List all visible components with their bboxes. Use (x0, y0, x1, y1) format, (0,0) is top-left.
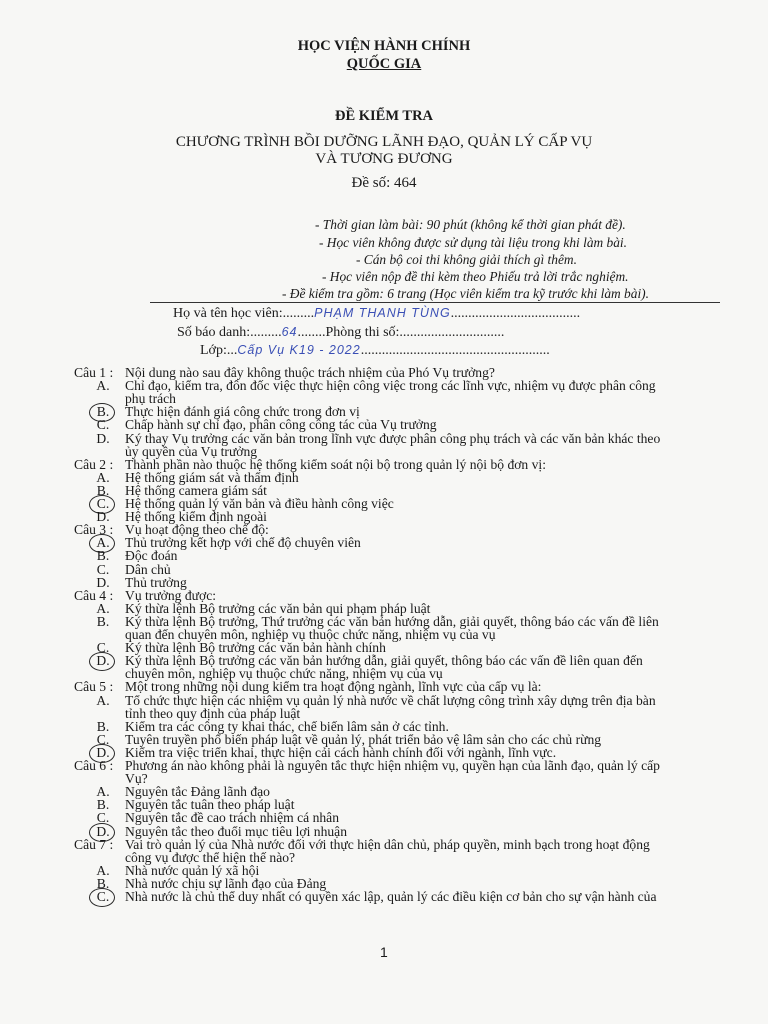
question-text: Một trong những nội dung kiểm tra hoạt động ngành, lĩnh vực của cấp vụ là: (125, 679, 542, 695)
student-name-row: Họ và tên học viên:.........PHẠM THANH TÙNG..................................... (173, 306, 581, 321)
option-letter: D. (96, 823, 110, 839)
question-number: Câu 4 : (74, 587, 114, 603)
option-text: Ký thừa lệnh Bộ trưởng các văn bản hướng dẫn, giải quyết, thông báo các vấn đề liên quan đến (125, 653, 643, 669)
option-text: Nguyên tắc Đảng lãnh đạo (125, 784, 270, 800)
question-text: Vụ hoạt động theo chế độ: (125, 522, 269, 538)
option-letter: B. (96, 548, 110, 564)
option-text: quan đến chuyên môn, nghiệp vụ thuộc chức năng, nhiệm vụ của vụ (125, 627, 496, 642)
option-letter: C. (96, 640, 110, 656)
question-text: Phương án nào không phải là nguyên tắc thực hiện nhiệm vụ, quyền hạn của lãnh đạo, quản lý cấp (125, 758, 660, 773)
room-label: Phòng thi số: (325, 325, 400, 340)
question-text: Vai trò quản lý của Nhà nước đối với thực hiện dân chủ, pháp quyền, minh bạch trong hoạt động (125, 836, 650, 852)
option-letter: C. (96, 561, 110, 577)
question-number: Câu 2 : (74, 456, 114, 472)
instruction-5: - Đề kiểm tra gồm: 6 trang (Học viên kiểm tra kỹ trước khi làm bài). (282, 286, 649, 301)
question-text: Vụ trưởng được: (125, 587, 217, 603)
instruction-1: - Thời gian làm bài: 90 phút (không kể thời gian phát đề). (315, 217, 626, 232)
option-letter: A. (96, 600, 110, 616)
question-number: Câu 1 : (74, 365, 114, 380)
option-letter: C. (96, 731, 110, 747)
option-text: Kiểm tra các công ty khai thác, chế biến lâm sản ở các tỉnh. (125, 718, 449, 734)
option-text: Nguyên tắc đề cao trách nhiệm cá nhân (125, 810, 340, 826)
question-text: Nội dung nào sau đây không thuộc trách nhiệm của Phó Vụ trưởng? (125, 365, 495, 380)
option-letter: C. (96, 889, 110, 904)
option-letter: A. (96, 535, 110, 551)
question-number: Câu 7 : (74, 836, 114, 852)
option-letter: B. (96, 482, 110, 498)
institute-line-2-text: QUỐC GIA (346, 56, 422, 72)
option-text: Dân chủ (125, 561, 171, 577)
class-value: Cấp Vụ K19 - 2022 (237, 343, 361, 357)
option-letter: D. (96, 653, 110, 669)
option-text: ủy quyền của Vụ trưởng (125, 443, 258, 459)
option-text: Nhà nước là chủ thể duy nhất có quyền xác lập, quản lý các điều kiện cơ bản cho sự vận hành của (125, 889, 657, 904)
option-text: Nhà nước quản lý xã hội (125, 862, 260, 878)
option-text: Nguyên tắc theo đuổi mục tiêu lợi nhuận (125, 823, 347, 839)
option-text: Ký thừa lệnh Bộ trưởng các văn bản hành chính (125, 640, 386, 656)
option-text: Kiểm tra việc triển khai, thực hiện cải cách hành chính đối với ngành, lĩnh vực. (125, 744, 557, 760)
instruction-2: - Học viên không được sử dụng tài liệu trong khi làm bài. (319, 235, 627, 250)
option-text: chuyên môn, nghiệp vụ thuộc chức năng, nhiệm vụ của vụ (125, 666, 443, 682)
option-text: Tổ chức thực hiện các nhiệm vụ quản lý nhà nước về chất lượng công trình xây dựng trên địa bàn (125, 692, 656, 708)
option-text: Ký thay Vụ trưởng các văn bản trong lĩnh vực được phân công phụ trách và các văn bản khác theo (125, 430, 661, 446)
option-text: Hệ thống giám sát và thẩm định (125, 469, 299, 485)
option-letter: A. (96, 378, 110, 394)
question-number: Câu 3 : (74, 522, 114, 538)
option-letter: C. (96, 417, 110, 433)
option-letter: C. (96, 496, 110, 511)
divider-rule (150, 302, 720, 303)
student-name-value: PHẠM THANH TÙNG (314, 306, 451, 320)
instruction-4: - Học viên nộp đề thi kèm theo Phiếu trả lời trắc nghiệm. (322, 269, 629, 284)
option-letter: D. (96, 509, 110, 525)
option-letter: A. (96, 469, 110, 485)
option-letter: B. (96, 404, 110, 420)
instruction-3: - Cán bộ coi thi không giải thích gì thêm. (356, 252, 577, 267)
exam-code: Đề số: 464 (351, 175, 417, 191)
option-text: Nguyên tắc tuân theo pháp luật (125, 797, 295, 813)
option-text: Hệ thống kiểm định ngoài (125, 509, 267, 525)
option-text: Tuyên truyền phổ biến pháp luật về quản lý, phát triển bảo vệ lâm sản cho các chủ rừng (125, 731, 602, 747)
option-text: Nhà nước chịu sự lãnh đạo của Đảng (125, 875, 327, 891)
option-text: Hệ thống camera giám sát (125, 482, 267, 498)
option-letter: A. (96, 862, 110, 878)
option-letter: A. (96, 692, 110, 708)
doc-title: ĐỀ KIỂM TRA (334, 108, 434, 124)
option-text: Thủ trưởng kết hợp với chế độ chuyên viên (125, 535, 361, 551)
student-id-row: Số báo danh:.........64........Phòng thi số:.............................. (177, 325, 505, 340)
option-letter: B. (96, 613, 110, 629)
option-letter: A. (96, 784, 110, 800)
page-number: 1 (380, 944, 388, 960)
option-letter: C. (96, 810, 110, 826)
student-class-row: Lớp:...Cấp Vụ K19 - 2022...................................................... (200, 343, 550, 358)
option-text: Hệ thống quản lý văn bản và điều hành công việc (125, 496, 394, 511)
program-line-2: VÀ TƯƠNG ĐƯƠNG (315, 151, 453, 167)
option-text: Ký thừa lệnh Bộ trưởng, Thứ trưởng các văn bản hướng dẫn, giải quyết, thông báo các vấn đề liên (125, 613, 659, 629)
class-label: Lớp: (200, 343, 227, 358)
option-letter: D. (96, 574, 110, 590)
question-number: Câu 6 : (74, 758, 114, 773)
option-letter: B. (96, 797, 110, 813)
question-text: Vụ? (125, 771, 148, 787)
institute-line-2 (0, 56, 768, 73)
question-number: Câu 5 : (74, 679, 114, 695)
student-name-label: Họ và tên học viên: (173, 306, 283, 321)
option-text: Chấp hành sự chỉ đạo, phân công công tác của Vụ trưởng (125, 417, 437, 433)
option-text: Chỉ đạo, kiểm tra, đôn đốc việc thực hiện công việc trong các lĩnh vực, nhiệm vụ được phân công (125, 378, 656, 394)
option-letter: D. (96, 744, 110, 760)
option-text: Ký thừa lệnh Bộ trưởng các văn bản qui phạm pháp luật (125, 600, 431, 616)
option-text: phụ trách (125, 391, 176, 407)
option-letter: D. (96, 430, 110, 446)
question-text: công vụ được thể hiện thế nào? (125, 849, 296, 865)
student-id-value: 64 (281, 325, 298, 339)
institute-line-1: HỌC VIỆN HÀNH CHÍNH (297, 38, 471, 54)
question-text: Thành phần nào thuộc hệ thống kiểm soát nội bộ trong quản lý nội bộ đơn vị: (125, 456, 546, 472)
student-id-label: Số báo danh: (177, 325, 251, 340)
option-text: Thủ trưởng (125, 574, 187, 590)
option-text: tỉnh theo quy định của pháp luật (125, 705, 301, 721)
program-line-1: CHƯƠNG TRÌNH BỒI DƯỠNG LÃNH ĐẠO, QUẢN LÝ CẤP VỤ (175, 134, 593, 150)
option-text: Thực hiện đánh giá công chức trong đơn vị (125, 404, 360, 420)
option-text: Độc đoán (125, 548, 178, 564)
option-letter: B. (96, 718, 110, 734)
option-letter: B. (96, 875, 110, 891)
